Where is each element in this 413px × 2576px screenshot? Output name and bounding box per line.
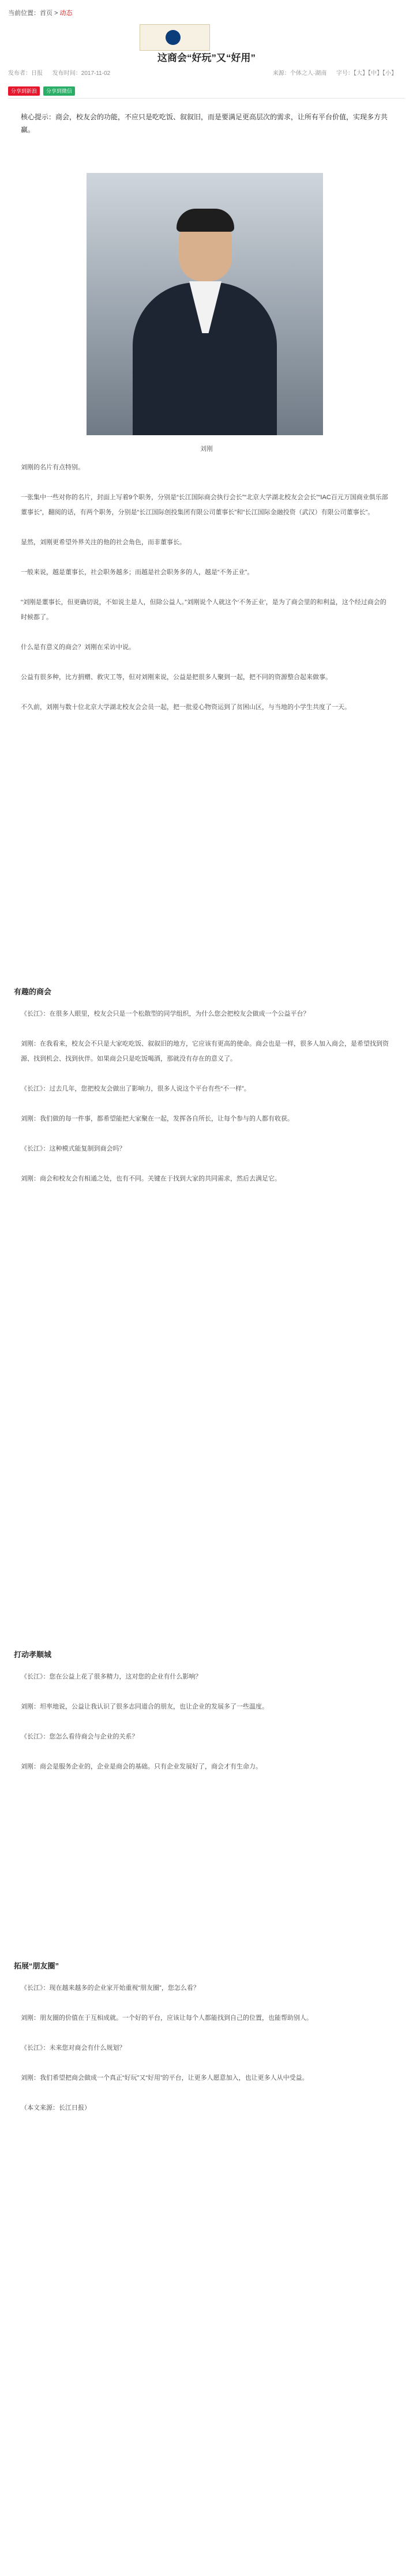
share-buttons xyxy=(8,86,75,96)
share-wechat-button[interactable]: 分享到微信 xyxy=(43,86,75,96)
intro-text xyxy=(21,460,392,730)
section-paragraph: 刘刚：在我看来，校友会不只是大家吃吃饭、叙叙旧的地方，它应该有更高的使命。商会也是一样，很多人加入商会，是希望找到资源、找到机会、找到伙伴。如果商会只是吃饭喝酒，那就没有存在的意义了。 xyxy=(21,1040,389,1062)
share-weibo-button[interactable]: 分享到新浪 xyxy=(8,86,40,96)
logo-emblem-icon xyxy=(166,30,181,45)
section-paragraph: 《长江》：您在公益上花了很多精力，这对您的企业有什么影响？ xyxy=(21,1673,202,1680)
section-paragraph: （本文来源：长江日报） xyxy=(21,2104,91,2111)
photo-caption: 刘刚 xyxy=(200,446,213,452)
article-date: 发布时间：2017-11-02 xyxy=(52,70,111,77)
section-paragraph: 《长江》：未来您对商会有什么规划？ xyxy=(21,2045,126,2051)
section-paragraph: 《长江》：现在越来越多的企业家开始重视“朋友圈”，您怎么看？ xyxy=(21,1985,200,1992)
section-paragraph: 《长江》：在很多人眼里，校友会只是一个松散型的同学组织，为什么您会把校友会做成一个公益平台？ xyxy=(21,1010,310,1017)
section-body xyxy=(21,1006,392,1201)
section-paragraph: 刘刚：朋友圈的价值在于互相成就。一个好的平台，应该让每个人都能找到自己的位置，也能帮助别人。 xyxy=(21,2015,313,2021)
breadcrumb-separator: > xyxy=(52,10,60,17)
section-paragraph: 《长江》：过去几年，您把校友会做出了影响力，很多人说这个平台有些“不一样”。 xyxy=(21,1085,250,1092)
intro-paragraph: “刘刚是董事长，但更确切说，不如说主是人，但除公益人。”刘刚说个人就这个‘不务正业’，是为了商会里的和利益，这个经过商会的时候都了。 xyxy=(21,599,386,621)
section-paragraph: 刘刚：我们做的每一件事，都希望能把大家聚在一起，发挥各自所长，让每个参与的人都有收获。 xyxy=(21,1115,294,1122)
intro-paragraph: 刘刚的名片有点特别。 xyxy=(21,464,84,471)
article-title: 这商会“好玩”又“好用” xyxy=(157,52,256,63)
section-heading: 打动孝顺城 xyxy=(14,1650,52,1659)
breadcrumb-prefix: 当前位置： xyxy=(8,10,40,17)
intro-paragraph: 什么是有意义的商会？刘刚在采访中说。 xyxy=(21,644,135,651)
section-paragraph: 刘刚：商会和校友会有相通之处，也有不同。关键在于找到大家的共同需求，然后去满足它。 xyxy=(21,1175,281,1182)
intro-paragraph: 一张集中一些对你的名片，封面上写着9个职务，分别是“长江国际商会执行会长”“北京大学湖北校友会会长”“IAC百元万国商业俱乐部董事长”，翻阅的话，有两个职务，分别是“长江国际创投集团有限公司董事长”和“长江国际金融投资（武汉）有限公司董事长”。 xyxy=(21,494,388,516)
share-toolbar xyxy=(8,86,405,99)
article-meta xyxy=(8,68,405,77)
section-paragraph: 刘刚：我们希望把商会做成一个真正“好玩”又“好用”的平台，让更多人愿意加入，也让更多人从中受益。 xyxy=(21,2075,309,2081)
intro-paragraph: 公益有很多种，比方捐赠、救灾工等，但对刘刚来说，公益是把很多人聚到一起，把不同的资源整合起来做事。 xyxy=(21,674,332,681)
breadcrumb-current: 动态 xyxy=(59,10,73,17)
section-body xyxy=(21,1669,392,1789)
section-heading: 有趣的商会 xyxy=(14,987,52,996)
intro-paragraph: 显然，刘刚更希望外界关注的他的社会角色，而非董事长。 xyxy=(21,539,186,546)
section-heading: 拓展“朋友圈” xyxy=(14,1962,59,1970)
section-paragraph: 《长江》：您怎么看待商会与企业的关系？ xyxy=(21,1733,138,1740)
section-paragraph: 刘刚：商会是服务企业的，企业是商会的基础。只有企业发展好了，商会才有生命力。 xyxy=(21,1763,262,1770)
chamber-logo xyxy=(140,24,210,51)
intro-paragraph: 一般来说，越是董事长，社会职务越多；而越是社会职务多的人，越是“不务正业”。 xyxy=(21,569,254,576)
portrait-hair xyxy=(177,209,234,232)
article-source: 发布者：日报 xyxy=(8,70,43,77)
section-body xyxy=(21,1981,392,2130)
portrait-photo xyxy=(87,173,323,435)
font-size-control[interactable]: 字号：【大】【中】【小】 xyxy=(336,70,397,77)
breadcrumb-home-link[interactable]: 首页 xyxy=(40,10,52,17)
article-origin: 来源：个体之人·湖南 xyxy=(272,70,327,77)
breadcrumb xyxy=(8,8,73,17)
intro-paragraph: 不久前，刘刚与数十位北京大学湖北校友会会员一起，把一批爱心物资运到了贫困山区，与当地的小学生共度了一天。 xyxy=(21,704,351,711)
article-summary: 核心提示：商会，校友会的功能，不应只是吃吃饭、叙叙旧，而是要满足更高层次的需求，让所有平台价值，实现多方共赢。 xyxy=(21,113,388,134)
section-paragraph: 刘刚：坦率地说，公益让我认识了很多志同道合的朋友，也让企业的发展多了一些温度。 xyxy=(21,1703,268,1710)
section-paragraph: 《长江》：这种模式能复制到商会吗？ xyxy=(21,1145,126,1152)
